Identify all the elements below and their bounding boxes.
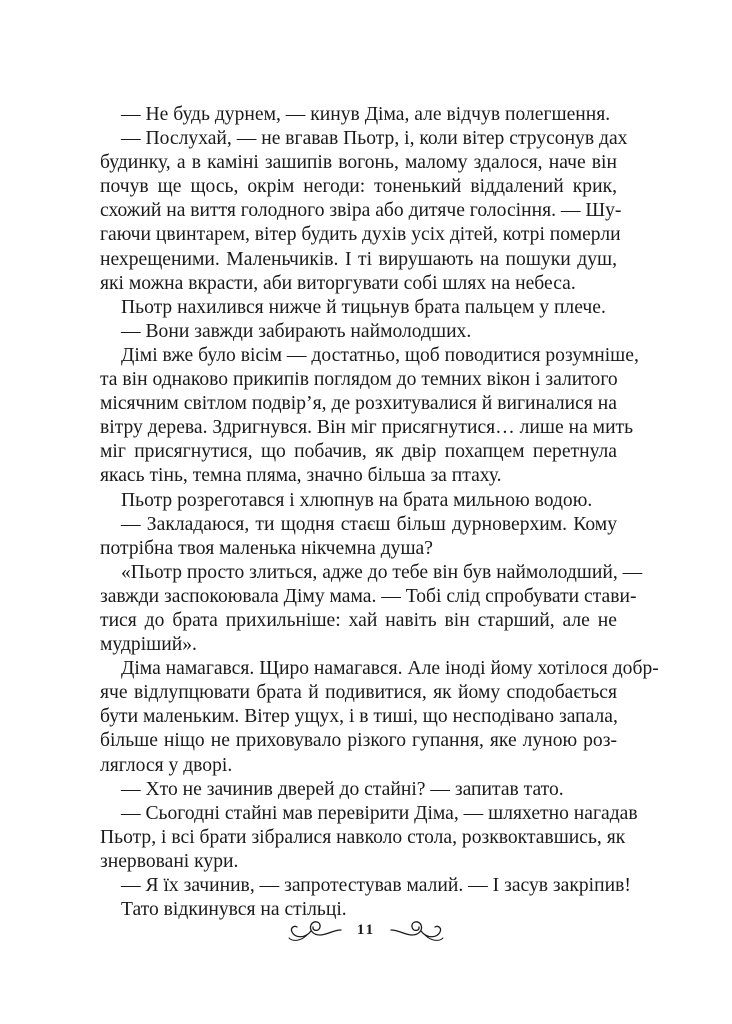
text-line: — Сьогодні стайні мав перевірити Діма, — шляхетно нагадав	[121, 802, 638, 824]
text-line: потрібна твоя маленька нікчемна душа?	[100, 537, 433, 559]
text-line: Дімі вже було вісім — достатньо, щоб поводитися розумніше,	[121, 344, 639, 366]
text-line: — Послухай, — не вгавав Пьотр, і, коли вітер струсонув дах	[121, 128, 628, 150]
left-flourish-ornament	[287, 917, 343, 943]
text-line: тися до брата прихильніше: хай навіть він старший, але не	[100, 609, 617, 631]
text-line: якась тінь, темна пляма, значно більша за птаху.	[100, 465, 502, 487]
text-line: більше ніщо не приховувало різкого гупання, яке луною роз-	[100, 730, 617, 752]
text-line: гаючи цвинтарем, вітер будить духів усіх дітей, котрі померли	[100, 224, 621, 246]
text-line: завжди заспокоювала Діму мама. — Тобі слід спробувати стави-	[100, 585, 637, 607]
text-line: яче відлупцювати брата й подивитися, як йому сподобається	[100, 682, 617, 704]
text-line: нехрещеними. Маленьчиків. І ті вирушають на пошуки душ,	[100, 248, 617, 270]
text-line: почув ще щось, окрім негоди: тоненький віддалений крик,	[100, 176, 617, 198]
text-line: Пьотр, і всі брати зібралися навколо стола, розквоктавшись, як	[100, 826, 626, 848]
text-line: — Я їх зачинив, — запротестував малий. — І засув закріпив!	[121, 875, 631, 896]
text-line: які можна вкрасти, аби виторгувати собі шлях на небеса.	[100, 272, 576, 294]
text-line: Тато відкинувся на стільці.	[121, 899, 347, 921]
text-line: ляглося у дворі.	[100, 754, 233, 776]
text-line: — Закладаюся, ти щодня стаєш більш дурноверхим. Кому	[121, 513, 617, 535]
text-line: знервовані кури.	[100, 850, 239, 872]
text-line: вітру дерева. Здригнувся. Він міг присягнутися… лише на мить	[100, 417, 634, 439]
text-line: та він однаково прикипів поглядом до темних вікон і залитого	[100, 369, 618, 391]
text-line: — Вони завжди забирають наймолодших.	[121, 320, 472, 342]
page-footer	[0, 915, 732, 945]
text-line: схожий на виття голодного звіра або дитяче голосіння. — Шу-	[100, 200, 622, 222]
right-flourish-ornament	[389, 917, 445, 943]
text-line: — Хто не зачинив дверей до стайні? — запитав тато.	[121, 778, 564, 800]
text-line: — Не будь дурнем, — кинув Діма, але відчув полегшення.	[121, 104, 611, 125]
text-line: Пьотр нахилився нижче й тицьнув брата пальцем у плече.	[121, 296, 606, 318]
text-line: бути маленьким. Вітер ущух, і в тиші, що несподівано запала,	[100, 706, 618, 728]
text-line: мудріший».	[100, 634, 197, 656]
text-line: Пьотр розреготався і хлюпнув на брата мильною водою.	[121, 489, 593, 511]
text-line: будинку, а в каміні зашипів вогонь, малому здалося, наче він	[100, 152, 617, 174]
text-line: місячним світлом подвір’я, де розхитувалися й вигиналися на	[100, 393, 617, 415]
text-line: міг присягнутися, що побачив, як двір похапцем перетнула	[100, 441, 617, 463]
text-line: «Пьотр просто злиться, адже до тебе він був наймолодший, —	[121, 561, 643, 583]
text-line: Діма намагався. Щиро намагався. Але іноді йому хотілося добр-	[121, 658, 659, 680]
body-text	[100, 103, 659, 922]
page-number: 11	[356, 921, 376, 938]
